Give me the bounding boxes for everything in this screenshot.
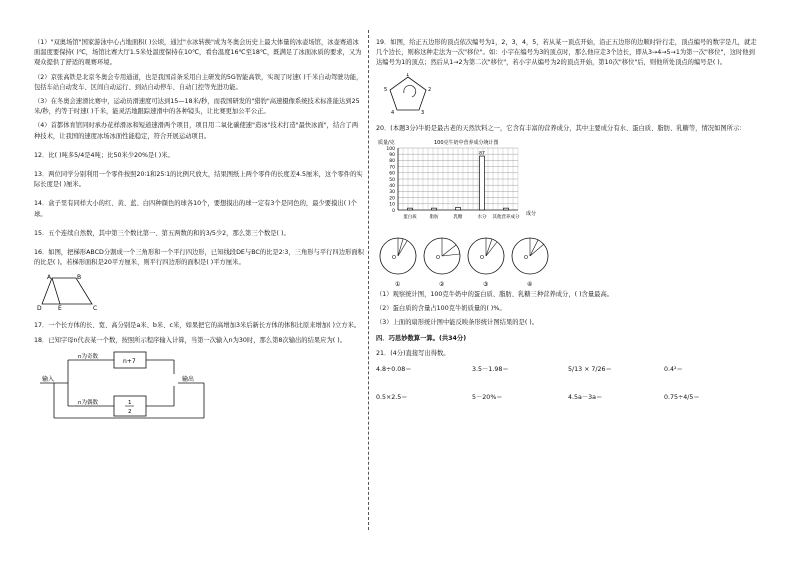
calc-row-1 — [376, 365, 760, 375]
q11-part1: （1）"双奥场馆"国家游泳中心占地面积( )公顷，通过"水冰转换"成为冬奥会历史上最大体量的冰壶场馆，冰壶赛道冰面温度要保持( )℃，场馆比赛大厅1.5米处温度保持在10℃，看台温度16℃至18℃，既满足了冰面冰质的要求，又为观众提供了舒适的观赛环境。 — [34, 39, 362, 67]
calc-item: 0.5×2.5＝ — [376, 394, 408, 402]
pentagon-label-1: 1 — [406, 72, 410, 78]
y-tick-label: 90 — [389, 152, 395, 158]
q11-part3: （3）在冬奥会速滑比赛中，运动员滑速度可达到15—18米/秒，而我国研发的"猎豹"高速摄像系统技术标准能达到25米/秒，约等于时速( )千米，能灵活地跟踪速滑中的各种镜头，让比赛更加公平公正。 — [34, 98, 360, 116]
question-18: 18．已知字母n代表某一个数，按照所示程序输入计算，当第一次输入n为30时，那么第8次输出的结果应为( )。 — [34, 336, 346, 344]
x-category-label: 乳糖 — [453, 214, 463, 220]
question-21: 21．(4分)直接写出得数。 — [376, 349, 450, 357]
pie-label-3: ③ — [483, 280, 489, 288]
label-b: B — [77, 274, 82, 282]
pentagon-label-3: 3 — [421, 109, 425, 115]
x-category-label: 脂肪 — [429, 214, 439, 220]
question-15: 15．五个连续自然数，其中第三个数比第一、第五两数的和的3/5少2，那么第三个数是( )。 — [34, 229, 290, 237]
y-tick-label: 60 — [389, 171, 395, 177]
flowchart-figure — [34, 350, 224, 420]
question-19: 19．如图，给正五边形的顶点依次编号为1，2，3，4，5，若从某一顶点开始，沿正五边形的边顺时针行走，顶点编号的数字是几，就走几个边长，则称这种走法为一次"移位"。如：小宇在编号为3的顶点时，那么他应走3个边长，即从3→4→5→1为第一次"移位"，这时他到达编号为1的顶点；然后从1→2为第二次"移位"，若小宇从编号为2的顶点开始，第10次"移位"后，则他所处顶点的编号是( )。 — [376, 39, 757, 67]
pie-charts-row — [376, 234, 556, 290]
chart-grid — [398, 148, 518, 210]
pie-center-4: O — [524, 254, 528, 261]
pie-center-3: O — [480, 254, 484, 261]
y-tick-label: 80 — [389, 159, 395, 165]
question-12: 12．比( )吨多5/4是4吨；比50米少20%是( )米。 — [34, 151, 174, 159]
question-20-1: （1）观察统计图，100克牛奶中的蛋白质、脂肪、乳糖三种营养成分，( )含量最高。 — [376, 290, 614, 298]
label-e: E — [58, 305, 62, 313]
x-category-label: 水分 — [477, 214, 487, 220]
column-divider — [368, 30, 369, 530]
chart-x-axis-label: 成分 — [526, 210, 537, 217]
calc-item: 5－20%＝ — [472, 394, 503, 402]
label-a: A — [47, 274, 52, 282]
question-14: 14．盒子里有同样大小的红、黄、蓝、白四种颜色的球各10个，要想摸出的球一定有3个是同色的，最少要摸出( )个球。 — [34, 200, 357, 218]
label-d: D — [37, 305, 42, 313]
calc-item: 0.75÷4/5＝ — [664, 394, 700, 402]
y-tick-label: 20 — [389, 196, 395, 202]
calc-item: 0.4²＝ — [664, 365, 683, 373]
pentagon-figure — [378, 73, 438, 115]
question-20-3: （3）上面的扇形统计图中能反映条形统计图结果的是( )。 — [376, 319, 539, 327]
chart-title: 100克牛奶中营养成分统计图 — [434, 139, 499, 146]
question-17: 17．一个长方体的长、宽、高分别是a米、b米、c米，如果把它的高增加3米后新长方体的体积比原来增加( )立方米。 — [34, 322, 361, 330]
question-20: 20．(本题3分)牛奶是最古老的天然饮料之一，它含有丰富的营养成分，其中主要成分有水、蛋白质、脂肪、乳糖等，情况如图所示： — [376, 124, 746, 132]
pie-chart-4 — [512, 238, 548, 288]
pie-center-1: O — [392, 254, 396, 261]
bar-1 — [432, 208, 437, 210]
flow-box2-num: 1 — [128, 399, 132, 406]
right-column — [376, 38, 760, 403]
x-category-label: 其他营养成分 — [492, 214, 520, 220]
chart-y-ticks — [386, 146, 395, 214]
pie-label-1: ① — [395, 280, 401, 288]
pie-chart-2 — [424, 238, 460, 288]
y-tick-label: 50 — [389, 177, 395, 183]
flow-output-label: 输出 — [182, 375, 195, 383]
pie-center-2: O — [436, 254, 440, 261]
section-4-title: 四．巧思妙数算一算。(共34分) — [376, 335, 467, 343]
flow-box1-text: n+7 — [123, 357, 136, 365]
calc-item: 4.8÷0.08＝ — [376, 365, 412, 373]
y-tick-label: 10 — [389, 202, 395, 208]
pentagon-label-5: 5 — [384, 86, 388, 93]
q11-part2: （2）京张高铁是北京冬奥会专用通道，也是我国首条采用自主研发的5G智能高铁，实现了时速( )千米自动驾驶功能，包括车站自动发车、区间自动运行、到站自动停车、自动门控等先进功能。 — [34, 73, 363, 91]
pie-chart-1 — [380, 238, 416, 288]
bar-data-label: 87 — [479, 151, 485, 157]
label-c: C — [93, 305, 98, 313]
q11-part4: （4）首都体育馆同时承办花样滑冰和短道速滑两个项目，项目用二氧化碳使速"造冰"技术打造"最快冰面"，结合了两种技术，让我国的速度冰场冰面性能稳定，符合开展运动项目。 — [34, 122, 359, 140]
y-tick-label: 70 — [389, 165, 395, 171]
y-tick-label: 100 — [386, 146, 395, 152]
pentagon-label-2: 2 — [428, 86, 432, 93]
left-column — [34, 38, 364, 420]
question-20-2: （2）蛋白质的含量占100克牛奶质量的( )%。 — [376, 305, 506, 313]
flow-box2-den: 2 — [128, 408, 132, 415]
bar-4 — [504, 208, 509, 210]
trapezoid-figure — [34, 272, 114, 312]
pie-chart-3 — [468, 238, 504, 288]
bar-3 — [480, 156, 485, 210]
calc-item: 4.5a－3a＝ — [568, 394, 603, 402]
y-tick-label: 0 — [392, 208, 395, 214]
question-16: 16．如图，把梯形ABCD分割成一个三角形和一个平行四边形，已知线段DE与BC的比是2∶3，三角形与平行四边形面积的比是( )。若梯形面积是20平方厘米，则平行四边形的面积是( )平方厘米。 — [34, 249, 364, 267]
question-13: 13．两位同学分别利用一个零件按照20∶1和25∶1的比例尺放大，结果图纸上两个零件的长度差4.5厘米，这个零件的实际长度是( )厘米。 — [34, 171, 363, 189]
nutrition-bar-chart — [376, 138, 576, 234]
pie-label-2: ② — [439, 280, 445, 288]
calc-row-2 — [376, 393, 760, 403]
pentagon-label-4: 4 — [391, 109, 395, 115]
y-tick-label: 30 — [389, 190, 395, 196]
chart-x-labels — [403, 213, 520, 220]
y-tick-label: 40 — [389, 183, 395, 189]
flow-input-label: 输入 — [42, 375, 55, 383]
flow-even-label: n为偶数 — [78, 399, 98, 406]
x-category-label: 蛋白质 — [403, 214, 417, 220]
calc-item: 5/13 × 7/26＝ — [568, 365, 612, 373]
chart-y-axis-label: 质量/克 — [378, 139, 395, 146]
pie-label-4: ④ — [527, 280, 533, 288]
bar-2 — [456, 207, 461, 209]
flow-odd-label: n为奇数 — [78, 353, 98, 360]
calc-item: 3.5－1.98＝ — [472, 365, 509, 373]
bar-0 — [408, 208, 413, 210]
